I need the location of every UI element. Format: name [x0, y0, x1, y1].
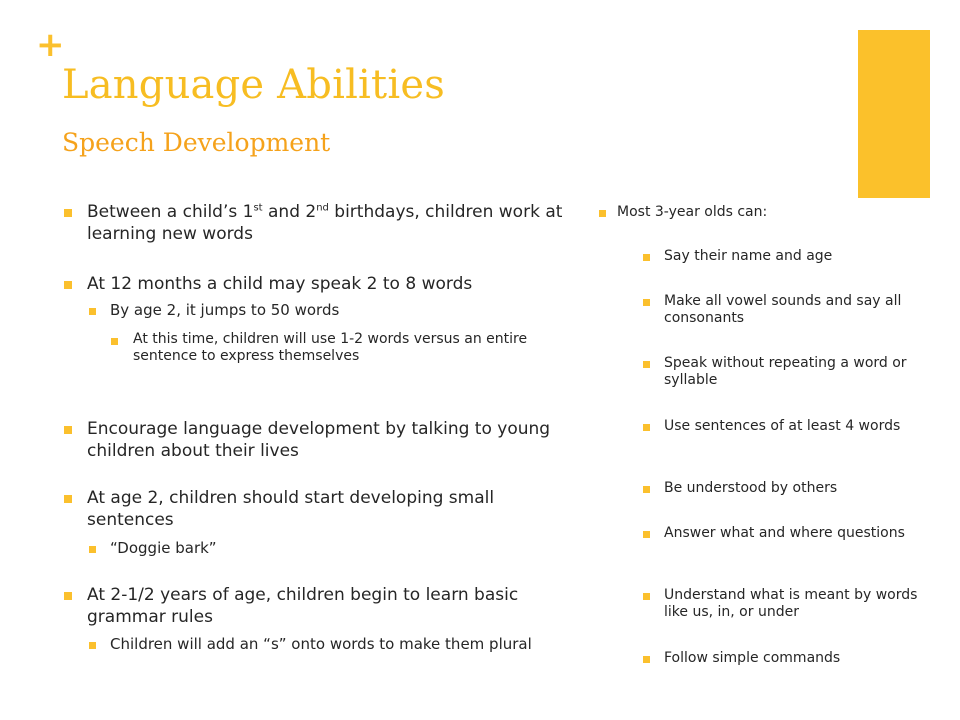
superscript: nd	[316, 202, 329, 214]
list-item: Say their name and age	[664, 248, 833, 264]
list-heading: Most 3-year olds can:	[617, 204, 768, 220]
superscript: st	[253, 202, 263, 214]
bullet-square-icon	[599, 210, 606, 217]
list-item: Follow simple commands	[664, 650, 841, 666]
list-item: At 12 months a child may speak 2 to 8 words	[87, 274, 473, 294]
text-fragment: and 2	[262, 202, 317, 222]
list-item: Encourage language development by talking to young children about their lives	[87, 419, 551, 461]
list-item: Be understood by others	[664, 480, 838, 496]
plus-icon: +	[36, 25, 65, 65]
text-fragment: Between a child’s 1	[87, 202, 254, 222]
list-item: Answer what and where questions	[664, 525, 905, 541]
list-item: At this time, children will use 1-2 words versus an entire sentence to express themselves	[133, 331, 528, 364]
list-item: Speak without repeating a word or syllable	[664, 355, 907, 388]
slide-title: Language Abilities	[62, 62, 445, 108]
bullet-square-icon	[64, 209, 72, 217]
bullet-square-icon	[643, 361, 650, 368]
bullet-square-icon	[89, 642, 96, 649]
bullet-square-icon	[64, 495, 72, 503]
bullet-square-icon	[64, 426, 72, 434]
list-item: “Doggie bark”	[110, 539, 217, 557]
list-item: At age 2, children should start developing small sentences	[87, 488, 495, 530]
accent-bar	[858, 30, 930, 198]
bullet-square-icon	[643, 593, 650, 600]
list-item: Use sentences of at least 4 words	[664, 418, 901, 434]
bullet-square-icon	[89, 546, 96, 553]
bullet-square-icon	[643, 656, 650, 663]
bullet-square-icon	[643, 299, 650, 306]
bullet-square-icon	[64, 592, 72, 600]
list-item: At 2-1/2 years of age, children begin to learn basic grammar rules	[87, 585, 519, 627]
list-item: By age 2, it jumps to 50 words	[110, 301, 340, 319]
list-item	[87, 201, 577, 245]
list-item: Children will add an “s” onto words to make them plural	[110, 635, 532, 653]
bullet-square-icon	[643, 424, 650, 431]
bullet-square-icon	[111, 338, 118, 345]
list-item: Understand what is meant by words like us, in, or under	[664, 587, 918, 620]
bullet-square-icon	[643, 254, 650, 261]
bullet-square-icon	[89, 308, 96, 315]
bullet-square-icon	[64, 281, 72, 289]
bullet-square-icon	[643, 531, 650, 538]
text-fragment: birthdays, children work at learning new words	[87, 202, 563, 244]
slide-subtitle: Speech Development	[62, 128, 331, 157]
list-item: Make all vowel sounds and say all consonants	[664, 293, 902, 326]
bullet-square-icon	[643, 486, 650, 493]
